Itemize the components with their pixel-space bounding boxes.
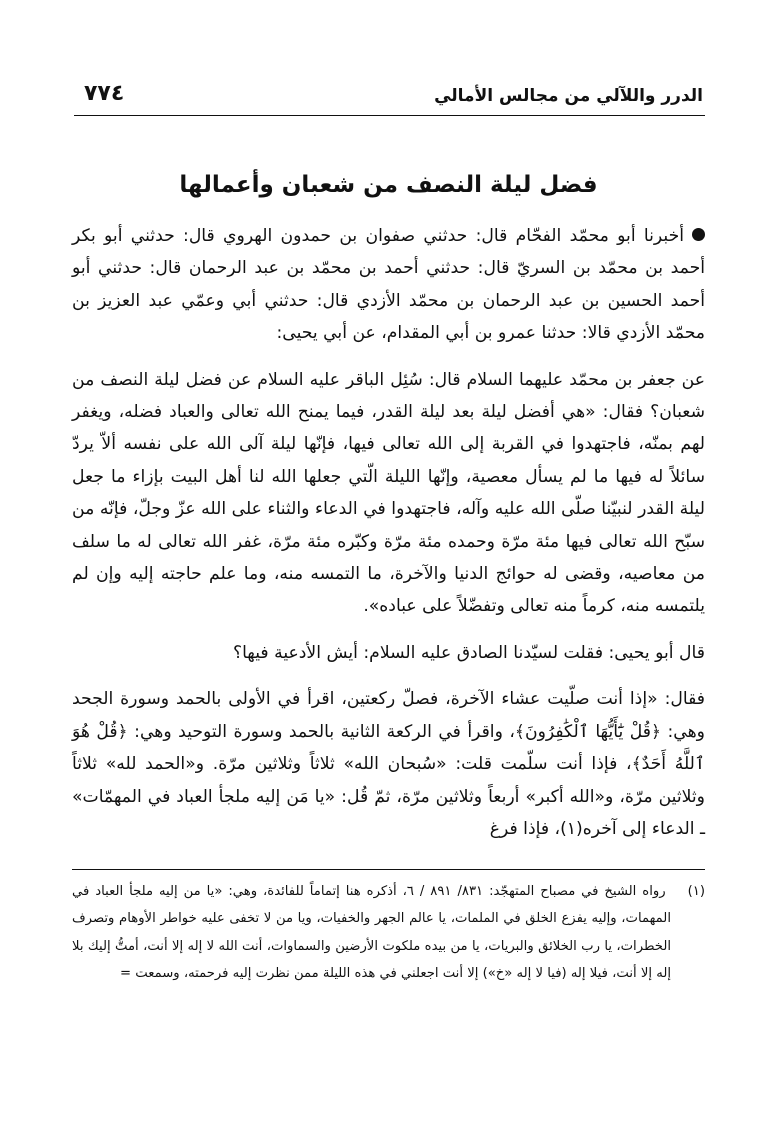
paragraph-question <box>72 637 705 669</box>
main-text <box>72 220 705 859</box>
footnote-divider <box>72 869 705 870</box>
paragraph-hadith <box>72 364 705 623</box>
paragraph-text: عن جعفر بن محمّد عليهما السلام قال: سُئِل الباقر عليه السلام عن فضل ليلة النصف من شعبان؟ فقال: «هي أفضل ليلة بعد ليلة القدر، فيما يمنح الله تعالى والعباد فضله، ويغفر لهم بمنّه، فاجتهدوا في القربة إلى الله تعالى فيها، فإنّها ليلة آلى الله على نفسه ألاّ يردّ سائلاً له فيها ما لم يسأل معصية، وإنّها الليلة الّتي جعلها الله لنا أهل البيت بإزاء ما جعل ليلة القدر لنبيّنا صلّى الله عليه وآله، فاجتهدوا في الدعاء والثناء على الله عزّ وجلّ، فإنّه من سبّح الله تعالى فيها مئة مرّة وحمده مئة مرّة وكبّره مئة مرّة، غفر الله تعالى له ما سلف من معاصيه، وقضى له حوائج الدنيا والآخرة، ما التمسه منه، وما علم حاجته إليه وإن لم يلتمسه منه، كرماً منه تعالى وتفضّلاً على عباده». <box>72 369 705 617</box>
paragraph-answer <box>72 683 705 845</box>
footnote <box>72 878 705 987</box>
paragraph-text: قال أبو يحيى: فقلت لسيّدنا الصادق عليه السلام: أيش الأدعية فيها؟ <box>232 642 705 663</box>
footnote-text: رواه الشيخ في مصباح المتهجّد: ٨٣١/ ٨٩١ / ٦، أذكره هنا إتماماً للفائدة، وهي: «يا من إليه ملجأ العباد في المهمات، وإليه يفزع الخلق في الملمات، يا عالم الجهر والخفيات، ويا من لا تخفى عليه خواطر الأوهام وتصرف الخطرات، يا رب الخلائق والبريات، يا من بيده ملكوت الأرضين والسماوات، أنت الله لا إله إلا أنت، أمتُّ إليك بلا إله إلا أنت، فيلا إله (فيا لا إله «خ») إلا أنت اجعلني في هذه الليلة ممن نظرت إليه فرحمته، وسمعت = <box>72 884 671 981</box>
running-title: الدرر واللآلي من مجالس الأمالي <box>434 86 703 106</box>
bullet-icon <box>692 228 705 241</box>
paragraph-isnad <box>72 220 705 350</box>
header-divider <box>74 115 705 116</box>
paragraph-text: أخبرنا أبو محمّد الفحّام قال: حدثني صفوان بن حمدون الهروي قال: حدثني أبو بكر أحمد بن محمّد بن السريّ قال: حدثني أحمد بن محمّد بن عبد الرحمان قال: حدثني أبو أحمد الحسين بن عبد الرحمان بن محمّد الأزدي قال: حدثني أبي وعمّي عبد العزيز بن محمّد الأزدي قالا: حدثنا عمرو بن أبي المقدام، عن أبي يحيى: <box>72 226 705 344</box>
page-number: ٧٧٤ <box>84 81 125 106</box>
section-title: فضل ليلة النصف من شعبان وأعمالها <box>179 172 598 198</box>
paragraph-text: فقال: «إذا أنت صلّيت عشاء الآخرة، فصلّ ركعتين، اقرأ في الأولى بالحمد وسورة الجحد وهي: ﴿قُلْ يَٰٓأَيُّهَا ٱلْكَٰفِرُونَ﴾، واقرأ في الركعة الثانية بالحمد وسورة التوحيد وهي: ﴿قُلْ هُوَ ٱللَّهُ أَحَدٌ﴾، فإذا أنت سلّمت قلت: «سُبحان الله» ثلاثاً وثلاثين مرّة. و«الحمد لله» ثلاثاً وثلاثين مرّة، و«الله أكبر» أربعاً وثلاثين مرّة، ثمّ قُل: «يا مَن إليه ملجأ العباد في المهمّات» ـ الدعاء إلى آخره(١)، فإذا فرغ <box>72 689 705 839</box>
footnote-number: (١) <box>687 884 705 899</box>
